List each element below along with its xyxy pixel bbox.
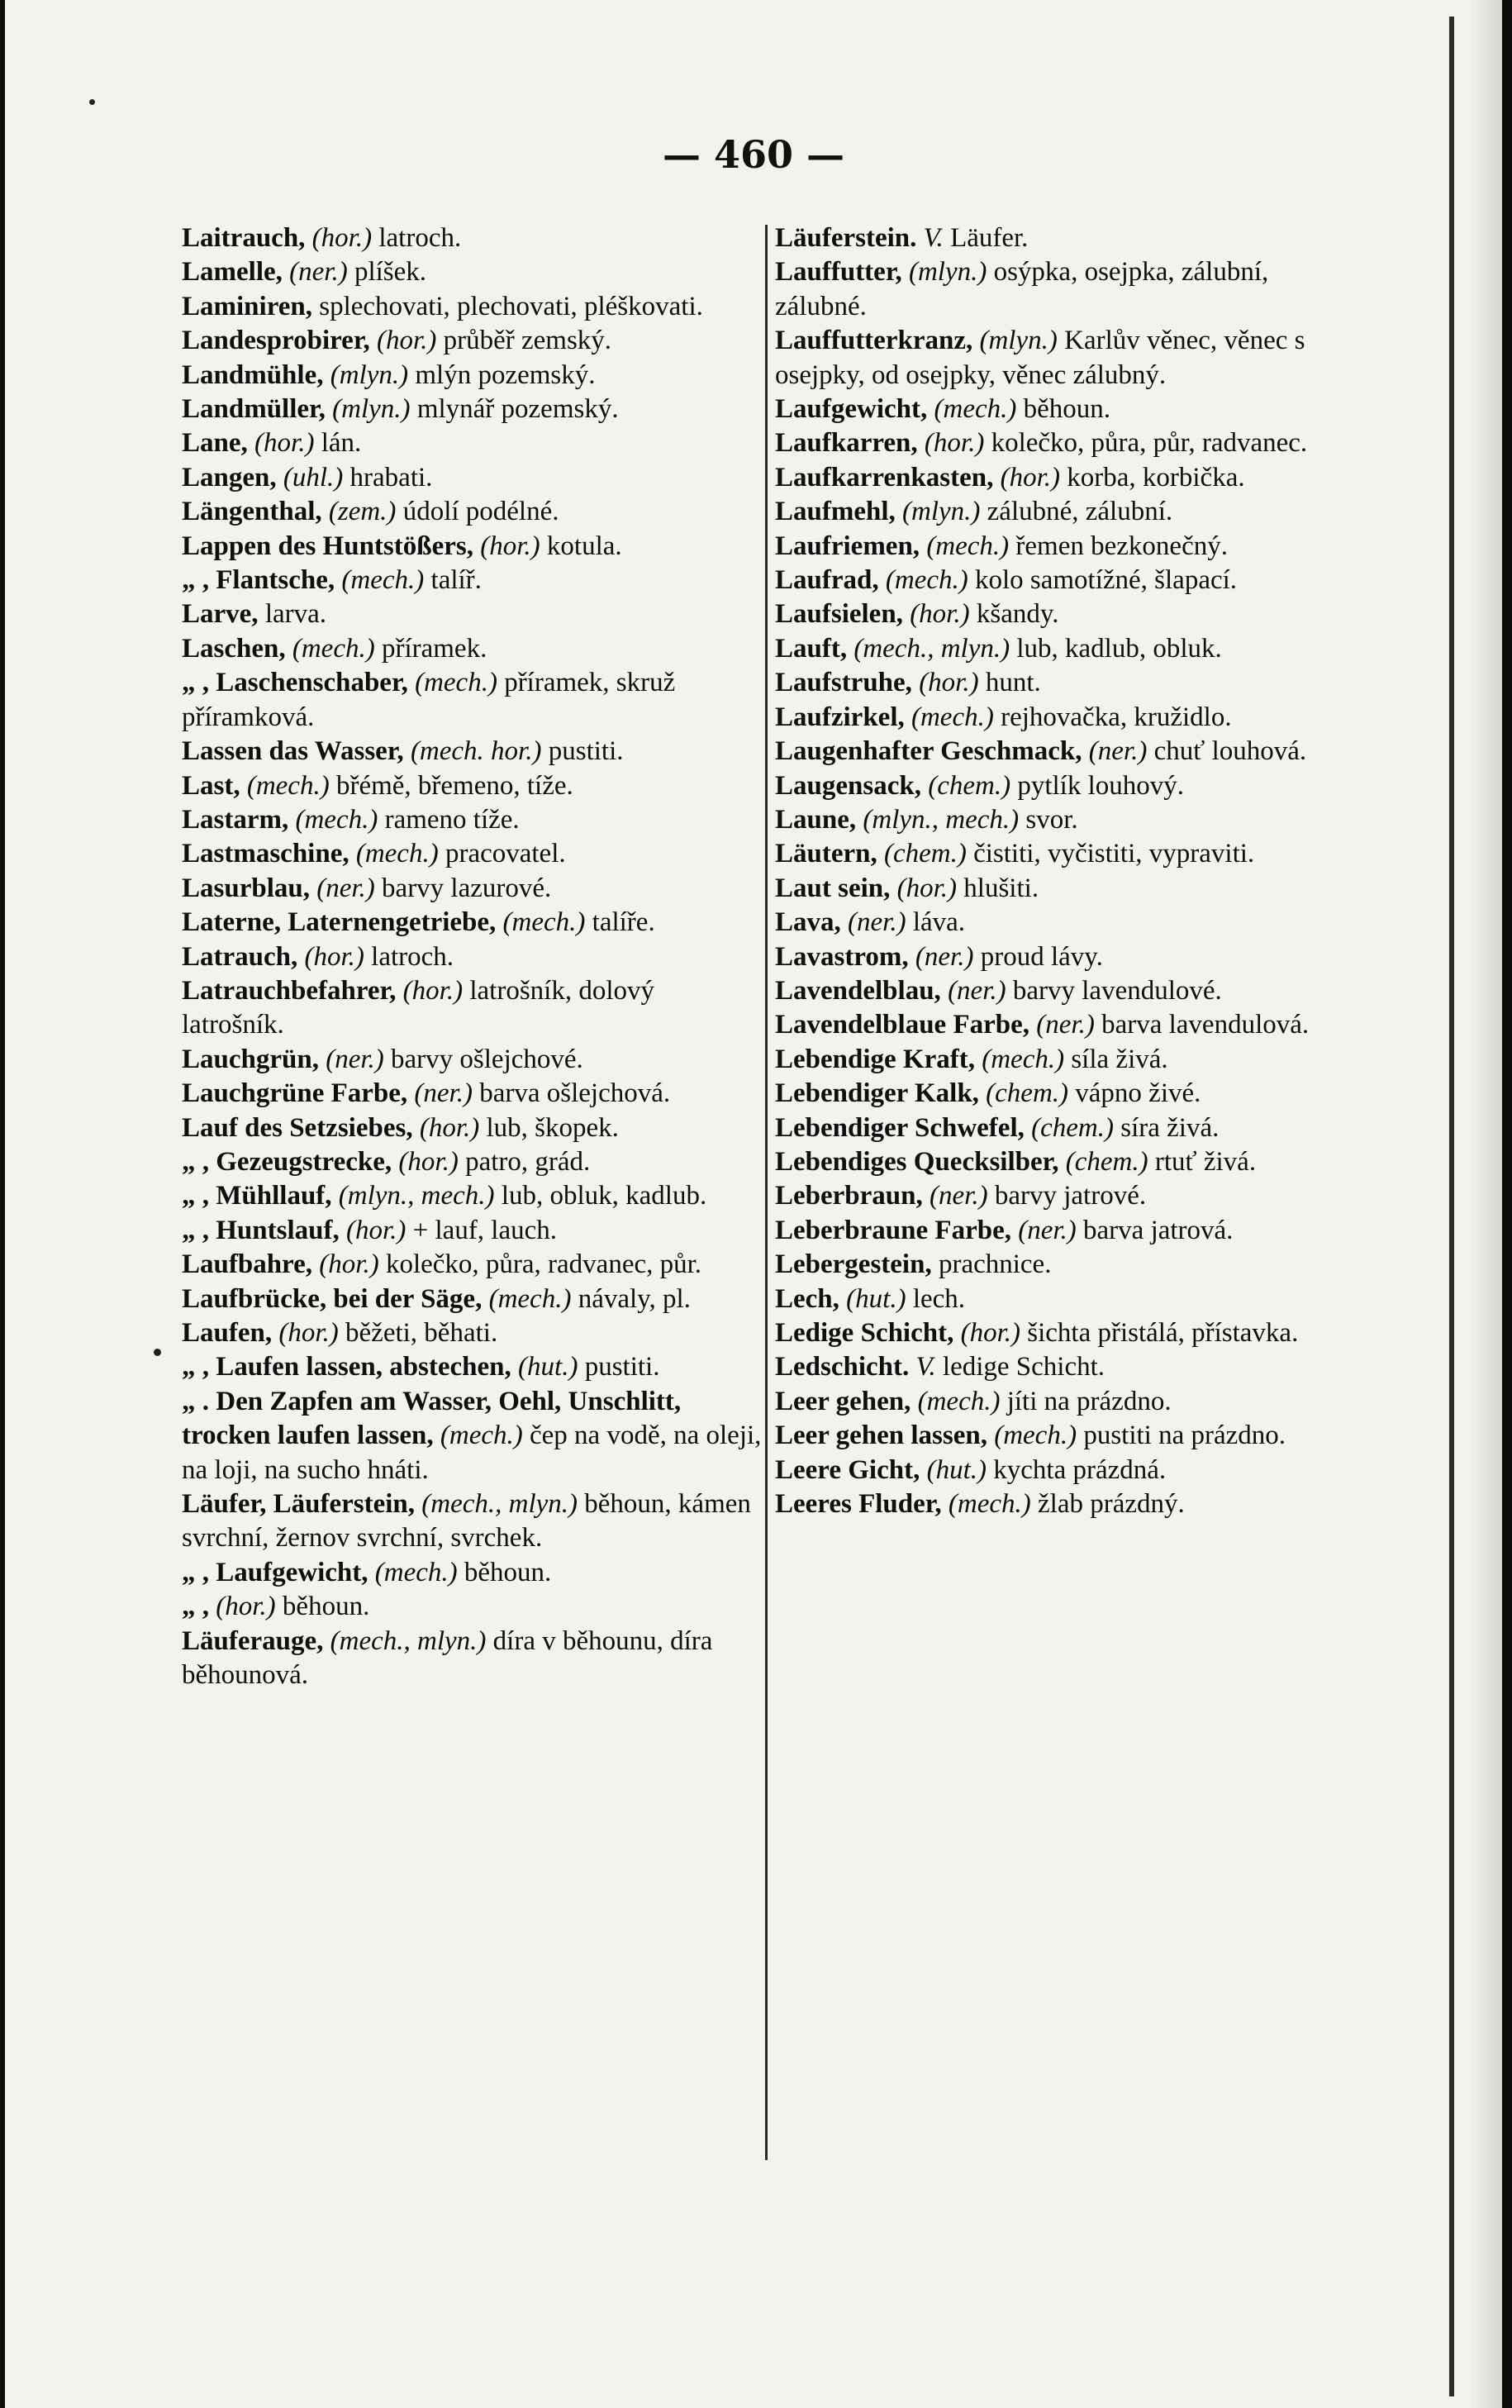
- dictionary-entry: [182, 221, 763, 255]
- entry-domain: (hor.): [1000, 462, 1061, 493]
- entry-domain: (hor.): [319, 1249, 379, 1280]
- dictionary-entry: [775, 530, 1348, 564]
- entry-translation: síla živá.: [1071, 1044, 1168, 1074]
- entry-domain: (hor.): [419, 1112, 480, 1143]
- dictionary-entry: [775, 1316, 1348, 1350]
- entry-domain: (chem.): [1031, 1112, 1114, 1143]
- right-column: [775, 221, 1348, 1521]
- entry-translation: čistiti, vyčistiti, vypraviti.: [973, 839, 1255, 869]
- entry-headword: Laufriemen,: [775, 531, 920, 561]
- entry-domain: (hor.): [278, 1318, 339, 1348]
- entry-translation: pustiti.: [584, 1352, 660, 1382]
- entry-headword: Lauffutterkranz,: [775, 326, 973, 356]
- entry-domain: (mlyn.): [332, 394, 411, 425]
- entry-domain: (mech.): [440, 1421, 523, 1451]
- entry-domain: (mech.): [246, 770, 330, 801]
- entry-translation: lech.: [912, 1283, 966, 1314]
- entry-domain: (mech.): [911, 702, 994, 732]
- entry-translation: barvy ošlejchové.: [391, 1044, 583, 1074]
- dictionary-entry: [182, 461, 763, 495]
- entry-headword: Läuferstein.: [775, 223, 917, 253]
- entry-domain: (mech., mlyn.): [853, 633, 1010, 664]
- entry-headword: „ , Mühllauf,: [182, 1181, 332, 1211]
- entry-headword: Landmühle,: [182, 359, 324, 390]
- entry-translation: lub, škopek.: [486, 1112, 619, 1143]
- entry-domain: (mech.): [292, 633, 375, 664]
- entry-domain: (mech.): [295, 804, 378, 835]
- entry-translation: pustiti.: [548, 736, 624, 767]
- entry-headword: Laufsielen,: [775, 599, 903, 630]
- entry-translation: běhoun.: [464, 1557, 552, 1587]
- dictionary-entry: [182, 1316, 763, 1350]
- dictionary-entry: [182, 666, 763, 735]
- dictionary-entry: [775, 1454, 1348, 1487]
- entry-headword: Lauchgrün,: [182, 1044, 319, 1074]
- entry-translation: kychta prázdná.: [993, 1454, 1167, 1485]
- entry-translation: chuť louhová.: [1153, 736, 1307, 767]
- dictionary-entry: [182, 769, 763, 803]
- left-column: [182, 221, 763, 1692]
- dictionary-entry: [182, 1214, 763, 1248]
- entry-domain: (hor.): [311, 223, 373, 253]
- entry-domain: (mech. hor.): [410, 736, 542, 767]
- dictionary-entry: [775, 769, 1348, 803]
- dictionary-entry: [775, 1419, 1348, 1453]
- entry-domain: (mlyn.): [979, 326, 1058, 356]
- entry-domain: (uhl.): [283, 462, 344, 493]
- entry-domain: (ner.): [1036, 1010, 1095, 1040]
- entry-translation: vápno živé.: [1075, 1078, 1201, 1109]
- entry-headword: Leeres Fluder,: [775, 1489, 942, 1520]
- entry-translation: latroch.: [371, 941, 454, 972]
- entry-domain: (mech., mlyn.): [421, 1489, 578, 1520]
- dictionary-entry: [182, 1145, 763, 1179]
- dictionary-entry: [775, 906, 1348, 940]
- entry-domain: (hor.): [216, 1592, 276, 1622]
- entry-headword: Laufstruhe,: [775, 668, 912, 698]
- dictionary-entry: [775, 1248, 1348, 1282]
- entry-translation: pustiti na prázdno.: [1083, 1421, 1286, 1451]
- entry-domain: (ner.): [948, 975, 1006, 1006]
- entry-headword: Last,: [182, 770, 240, 801]
- entry-domain: (chem.): [986, 1078, 1069, 1109]
- margin-mark: [154, 1349, 161, 1356]
- dictionary-entry: [775, 1385, 1348, 1419]
- entry-translation: Läufer.: [950, 223, 1029, 253]
- entry-headword: Lebendiges Quecksilber,: [775, 1146, 1059, 1177]
- entry-domain: (ner.): [1018, 1215, 1077, 1245]
- dictionary-entry: [182, 1625, 763, 1693]
- entry-headword: Leere Gicht,: [775, 1454, 920, 1485]
- entry-translation: lán.: [321, 428, 362, 459]
- entry-translation: hlušiti.: [963, 873, 1039, 903]
- dictionary-entry: [775, 1077, 1348, 1111]
- dictionary-page: [5, 0, 1502, 2408]
- entry-translation: díra v běhounu, díra běhounová.: [182, 1625, 713, 1691]
- entry-translation: běhoun, kámen svrchní, žernov svrchní, svrchek.: [182, 1489, 751, 1554]
- entry-domain: (chem.): [928, 770, 1011, 801]
- entry-headword: Läutern,: [775, 839, 877, 869]
- entry-domain: (mech.): [926, 531, 1010, 561]
- entry-domain: V.: [923, 223, 944, 253]
- entry-domain: (ner.): [414, 1078, 473, 1109]
- entry-domain: (ner.): [848, 907, 906, 938]
- entry-headword: „ , Flantsche,: [182, 565, 335, 596]
- entry-headword: Laufen,: [182, 1318, 273, 1348]
- entry-translation: příramek, skruž příramková.: [182, 668, 676, 732]
- entry-headword: Lebendiger Schwefel,: [775, 1112, 1025, 1143]
- dictionary-entry: [182, 1556, 763, 1590]
- entry-domain: (hor.): [254, 428, 315, 459]
- dictionary-entry: [182, 359, 763, 393]
- dictionary-entry: [182, 564, 763, 597]
- entry-domain: (hor.): [924, 428, 985, 459]
- entry-headword: Laufbrücke, bei der Säge,: [182, 1283, 483, 1314]
- entry-domain: (mech., mlyn.): [330, 1625, 487, 1656]
- entry-translation: osýpka, osejpka, zálubní, zálubné.: [775, 257, 1269, 321]
- entry-domain: (mlyn.): [902, 497, 981, 527]
- entry-domain: (mech.): [994, 1421, 1077, 1451]
- entry-headword: Leer gehen lassen,: [775, 1421, 987, 1451]
- dictionary-entry: [182, 597, 763, 631]
- entry-translation: barva ošlejchová.: [479, 1078, 671, 1109]
- entry-headword: Leer gehen,: [775, 1386, 911, 1416]
- entry-domain: (hor.): [910, 599, 970, 630]
- entry-translation: rejhovačka, kružidlo.: [1001, 702, 1232, 732]
- entry-headword: „ , Huntslauf,: [182, 1215, 340, 1245]
- entry-headword: Lech,: [775, 1283, 839, 1314]
- entry-headword: Lebergestein,: [775, 1249, 932, 1280]
- entry-translation: mlýn pozemský.: [415, 359, 596, 390]
- entry-headword: Läuferauge,: [182, 1625, 324, 1656]
- entry-headword: Lavendelblaue Farbe,: [775, 1010, 1030, 1040]
- entry-translation: barvy lavendulové.: [1012, 975, 1222, 1006]
- entry-translation: pytlík louhový.: [1017, 770, 1185, 801]
- dictionary-entry: [775, 1283, 1348, 1316]
- entry-headword: Leberbraun,: [775, 1181, 923, 1211]
- entry-headword: Ledschicht.: [775, 1352, 910, 1382]
- dictionary-entry: [182, 974, 763, 1043]
- dictionary-entry: [775, 1043, 1348, 1077]
- entry-headword: Lastarm,: [182, 804, 289, 835]
- entry-domain: (mech.): [934, 394, 1017, 425]
- entry-headword: Lavastrom,: [775, 941, 909, 972]
- dictionary-entry: [775, 1214, 1348, 1248]
- entry-domain: (hor.): [345, 1215, 407, 1245]
- entry-domain: V.: [915, 1352, 936, 1382]
- dictionary-entry: [775, 974, 1348, 1008]
- entry-translation: barvy jatrové.: [994, 1181, 1147, 1211]
- entry-domain: (hut.): [926, 1454, 987, 1485]
- dictionary-entry: [775, 461, 1348, 495]
- entry-domain: (hor.): [919, 668, 979, 698]
- dictionary-entry: [182, 290, 763, 324]
- entry-translation: kšandy.: [976, 599, 1059, 630]
- entry-headword: Laufzirkel,: [775, 702, 905, 732]
- entry-headword: Laufgewicht,: [775, 394, 928, 425]
- dictionary-entry: [775, 872, 1348, 906]
- entry-headword: Laschen,: [182, 633, 286, 664]
- entry-domain: (ner.): [930, 1181, 988, 1211]
- dictionary-entry: [775, 393, 1348, 426]
- dictionary-entry: [182, 735, 763, 769]
- entry-headword: Laterne, Laternengetriebe,: [182, 907, 497, 938]
- entry-translation: proud lávy.: [980, 941, 1103, 972]
- entry-translation: běhoun.: [1023, 394, 1111, 425]
- dictionary-entry: [775, 426, 1348, 460]
- entry-translation: žlab prázdný.: [1038, 1489, 1185, 1520]
- dictionary-entry: [182, 324, 763, 358]
- entry-translation: barva lavendulová.: [1101, 1010, 1310, 1040]
- dictionary-entry: [775, 837, 1348, 871]
- entry-headword: Lamelle,: [182, 257, 283, 288]
- page-number: — 460 —: [662, 132, 845, 177]
- dictionary-entry: [182, 1111, 763, 1145]
- entry-headword: Lassen das Wasser,: [182, 736, 404, 767]
- entry-headword: Laufmehl,: [775, 497, 896, 527]
- entry-translation: plíšek.: [354, 257, 427, 288]
- dictionary-entry: [775, 803, 1348, 837]
- dictionary-entry: [775, 632, 1348, 666]
- entry-headword: Lebendige Kraft,: [775, 1044, 975, 1074]
- dictionary-entry: [775, 324, 1348, 393]
- dictionary-entry: [775, 597, 1348, 631]
- entry-translation: lub, obluk, kadlub.: [501, 1181, 707, 1211]
- entry-translation: běžeti, běhati.: [345, 1318, 498, 1348]
- entry-headword: Landesprobirer,: [182, 326, 370, 356]
- entry-translation: průběř zemský.: [443, 326, 612, 356]
- entry-domain: (chem.): [884, 839, 967, 869]
- dictionary-entry: [182, 1077, 763, 1111]
- entry-translation: jíti na prázdno.: [1006, 1386, 1172, 1416]
- entry-translation: Karlův věnec, věnec s osejpky, od osejpky, věnec zálubný.: [775, 326, 1305, 390]
- dictionary-entry: [775, 940, 1348, 974]
- entry-headword: Laufkarren,: [775, 428, 918, 459]
- entry-translation: mlynář pozemský.: [416, 394, 619, 425]
- entry-translation: barva jatrová.: [1083, 1215, 1234, 1245]
- entry-headword: Längenthal,: [182, 497, 322, 527]
- entry-headword: „ , Laufgewicht,: [182, 1557, 368, 1587]
- dictionary-entry: [775, 735, 1348, 769]
- entry-headword: Leberbraune Farbe,: [775, 1215, 1011, 1245]
- dictionary-entry: [182, 1350, 763, 1384]
- entry-domain: (zem.): [328, 497, 397, 527]
- entry-translation: lub, kadlub, obluk.: [1016, 633, 1222, 664]
- dictionary-entry: [182, 1248, 763, 1282]
- entry-translation: talíř.: [430, 565, 482, 596]
- entry-translation: pracovatel.: [445, 839, 566, 869]
- dictionary-entry: [182, 426, 763, 460]
- entry-headword: „ , Gezeugstrecke,: [182, 1146, 392, 1177]
- entry-domain: (mech.): [488, 1283, 572, 1314]
- entry-domain: (mlyn., mech.): [863, 804, 1020, 835]
- entry-translation: rtuť živá.: [1154, 1146, 1257, 1177]
- entry-domain: (mech.): [982, 1044, 1065, 1074]
- entry-headword: Lauchgrüne Farbe,: [182, 1078, 408, 1109]
- entry-headword: Laitrauch,: [182, 223, 306, 253]
- entry-domain: (mech.): [502, 907, 586, 938]
- dictionary-entry: [775, 1111, 1348, 1145]
- entry-translation: barvy lazurové.: [382, 873, 552, 903]
- dictionary-entry: [775, 701, 1348, 735]
- entry-domain: (mech.): [374, 1557, 458, 1587]
- entry-domain: (mlyn.): [330, 359, 409, 390]
- entry-headword: Laufbahre,: [182, 1249, 313, 1280]
- dictionary-entry: [182, 393, 763, 426]
- entry-translation: láva.: [912, 907, 966, 938]
- entry-headword: Lasurblau,: [182, 873, 310, 903]
- column-divider: [765, 225, 768, 2160]
- entry-translation: svor.: [1025, 804, 1078, 835]
- dictionary-entry: [775, 1487, 1348, 1521]
- dictionary-entry: [182, 530, 763, 564]
- entry-headword: Lauf des Setzsiebes,: [182, 1112, 413, 1143]
- entry-domain: (mech.): [341, 565, 425, 596]
- dictionary-entry: [775, 666, 1348, 700]
- entry-domain: (mech.): [415, 668, 497, 698]
- entry-headword: Laugenhafter Geschmack,: [775, 736, 1082, 767]
- entry-translation: příramek.: [381, 633, 487, 664]
- dictionary-entry: [775, 1179, 1348, 1213]
- dictionary-entry: [182, 1179, 763, 1213]
- entry-translation: kotula.: [546, 531, 622, 561]
- entry-translation: talíře.: [592, 907, 655, 938]
- dictionary-entry: [182, 906, 763, 940]
- entry-headword: Latrauchbefahrer,: [182, 975, 397, 1006]
- entry-translation: larva.: [264, 599, 327, 630]
- entry-domain: (mlyn., mech.): [338, 1181, 495, 1211]
- dictionary-entry: [182, 255, 763, 289]
- entry-domain: (hor.): [304, 941, 364, 972]
- entry-translation: hrabati.: [349, 462, 433, 493]
- entry-domain: (hor.): [376, 326, 437, 356]
- entry-headword: Laut sein,: [775, 873, 891, 903]
- binding-edge-line: [1449, 17, 1454, 2396]
- entry-translation: zálubné, zálubní.: [987, 497, 1173, 527]
- dictionary-entry: [775, 1008, 1348, 1042]
- entry-translation: korba, korbička.: [1067, 462, 1245, 493]
- entry-headword: Lappen des Huntstößers,: [182, 531, 473, 561]
- dictionary-entry: [775, 255, 1348, 324]
- entry-headword: „ , Laschenschaber,: [182, 668, 408, 698]
- entry-headword: Landmüller,: [182, 394, 326, 425]
- entry-domain: (ner.): [1088, 736, 1148, 767]
- entry-domain: (hor.): [896, 873, 958, 903]
- entry-translation: hunt.: [985, 668, 1041, 698]
- entry-domain: (mech.): [948, 1489, 1031, 1520]
- entry-domain: (chem.): [1065, 1146, 1148, 1177]
- entry-headword: Laune,: [775, 804, 857, 835]
- entry-translation: kolo samotížné, šlapací.: [974, 565, 1238, 596]
- entry-headword: Laminiren,: [182, 291, 312, 321]
- dictionary-entry: [182, 872, 763, 906]
- entry-domain: (hor.): [480, 531, 540, 561]
- entry-headword: „ . Den Zapfen am Wasser, Oehl, Unschlitt, trocken laufen lassen,: [182, 1386, 682, 1451]
- entry-headword: Laugensack,: [775, 770, 921, 801]
- entry-domain: (mech.): [885, 565, 968, 596]
- entry-translation: ledige Schicht.: [942, 1352, 1105, 1382]
- entry-translation: břémě, břemeno, tíže.: [335, 770, 573, 801]
- dictionary-entry: [775, 1145, 1348, 1179]
- entry-headword: „ , Laufen lassen, abstechen,: [182, 1352, 511, 1382]
- entry-headword: Lastmaschine,: [182, 839, 349, 869]
- entry-translation: síra živá.: [1120, 1112, 1220, 1143]
- entry-headword: Laufrad,: [775, 565, 879, 596]
- dictionary-entry: [182, 1385, 763, 1487]
- dictionary-entry: [775, 221, 1348, 255]
- dictionary-entry: [182, 1043, 763, 1077]
- entry-translation: latroch.: [378, 223, 462, 253]
- entry-domain: (mech.): [917, 1386, 1001, 1416]
- entry-translation: patro, grád.: [465, 1146, 591, 1177]
- entry-translation: + lauf, lauch.: [412, 1215, 558, 1245]
- entry-headword: Lava,: [775, 907, 841, 938]
- entry-translation: rameno tíže.: [384, 804, 520, 835]
- entry-translation: splechovati, plechovati, pléškovati.: [319, 291, 703, 321]
- dictionary-entry: [775, 564, 1348, 597]
- entry-domain: (ner.): [326, 1044, 384, 1074]
- dictionary-entry: [182, 1590, 763, 1624]
- entry-domain: (hor.): [402, 975, 464, 1006]
- entry-domain: (ner.): [289, 257, 348, 288]
- entry-domain: (mlyn.): [908, 257, 987, 288]
- dictionary-entry: [182, 495, 763, 529]
- entry-domain: (ner.): [915, 941, 974, 972]
- entry-translation: kolečko, půra, radvanec, půr.: [385, 1249, 702, 1280]
- entry-translation: kolečko, půra, půr, radvanec.: [991, 428, 1308, 459]
- entry-translation: údolí podélné.: [402, 497, 559, 527]
- dictionary-entry: [182, 1283, 763, 1316]
- entry-translation: návaly, pl.: [578, 1283, 691, 1314]
- entry-domain: (hut.): [846, 1283, 906, 1314]
- entry-translation: čep na vodě, na oleji, na loji, na sucho hnáti.: [182, 1421, 762, 1485]
- entry-headword: Lane,: [182, 428, 248, 459]
- dictionary-entry: [182, 940, 763, 974]
- entry-headword: Larve,: [182, 599, 259, 630]
- entry-domain: (mech.): [355, 839, 439, 869]
- dictionary-entry: [775, 495, 1348, 529]
- print-speck: [89, 99, 95, 105]
- dictionary-entry: [775, 1350, 1348, 1384]
- entry-headword: Läufer, Läuferstein,: [182, 1489, 416, 1520]
- dictionary-entry: [182, 632, 763, 666]
- entry-domain: (hut.): [518, 1352, 578, 1382]
- entry-headword: Langen,: [182, 462, 277, 493]
- entry-headword: Lauffutter,: [775, 257, 902, 288]
- dictionary-entry: [182, 1487, 763, 1556]
- entry-translation: běhoun.: [282, 1592, 370, 1622]
- entry-domain: (hor.): [960, 1318, 1021, 1348]
- entry-headword: Lauft,: [775, 633, 848, 664]
- entry-headword: Laufkarrenkasten,: [775, 462, 994, 493]
- entry-translation: šichta přistálá, přístavka.: [1027, 1318, 1299, 1348]
- entry-headword: Ledige Schicht,: [775, 1318, 954, 1348]
- dictionary-entry: [182, 837, 763, 871]
- entry-headword: Latrauch,: [182, 941, 298, 972]
- page-edge-shadow: [1469, 0, 1502, 2408]
- entry-translation: prachnice.: [938, 1249, 1052, 1280]
- entry-domain: (ner.): [316, 873, 375, 903]
- entry-headword: Lebendiger Kalk,: [775, 1078, 979, 1109]
- entry-headword: Lavendelblau,: [775, 975, 941, 1006]
- dictionary-entry: [182, 803, 763, 837]
- entry-headword: „ ,: [182, 1592, 209, 1622]
- entry-translation: latrošník, dolový latrošník.: [182, 975, 654, 1040]
- entry-translation: řemen bezkonečný.: [1015, 531, 1228, 561]
- entry-domain: (hor.): [398, 1146, 459, 1177]
